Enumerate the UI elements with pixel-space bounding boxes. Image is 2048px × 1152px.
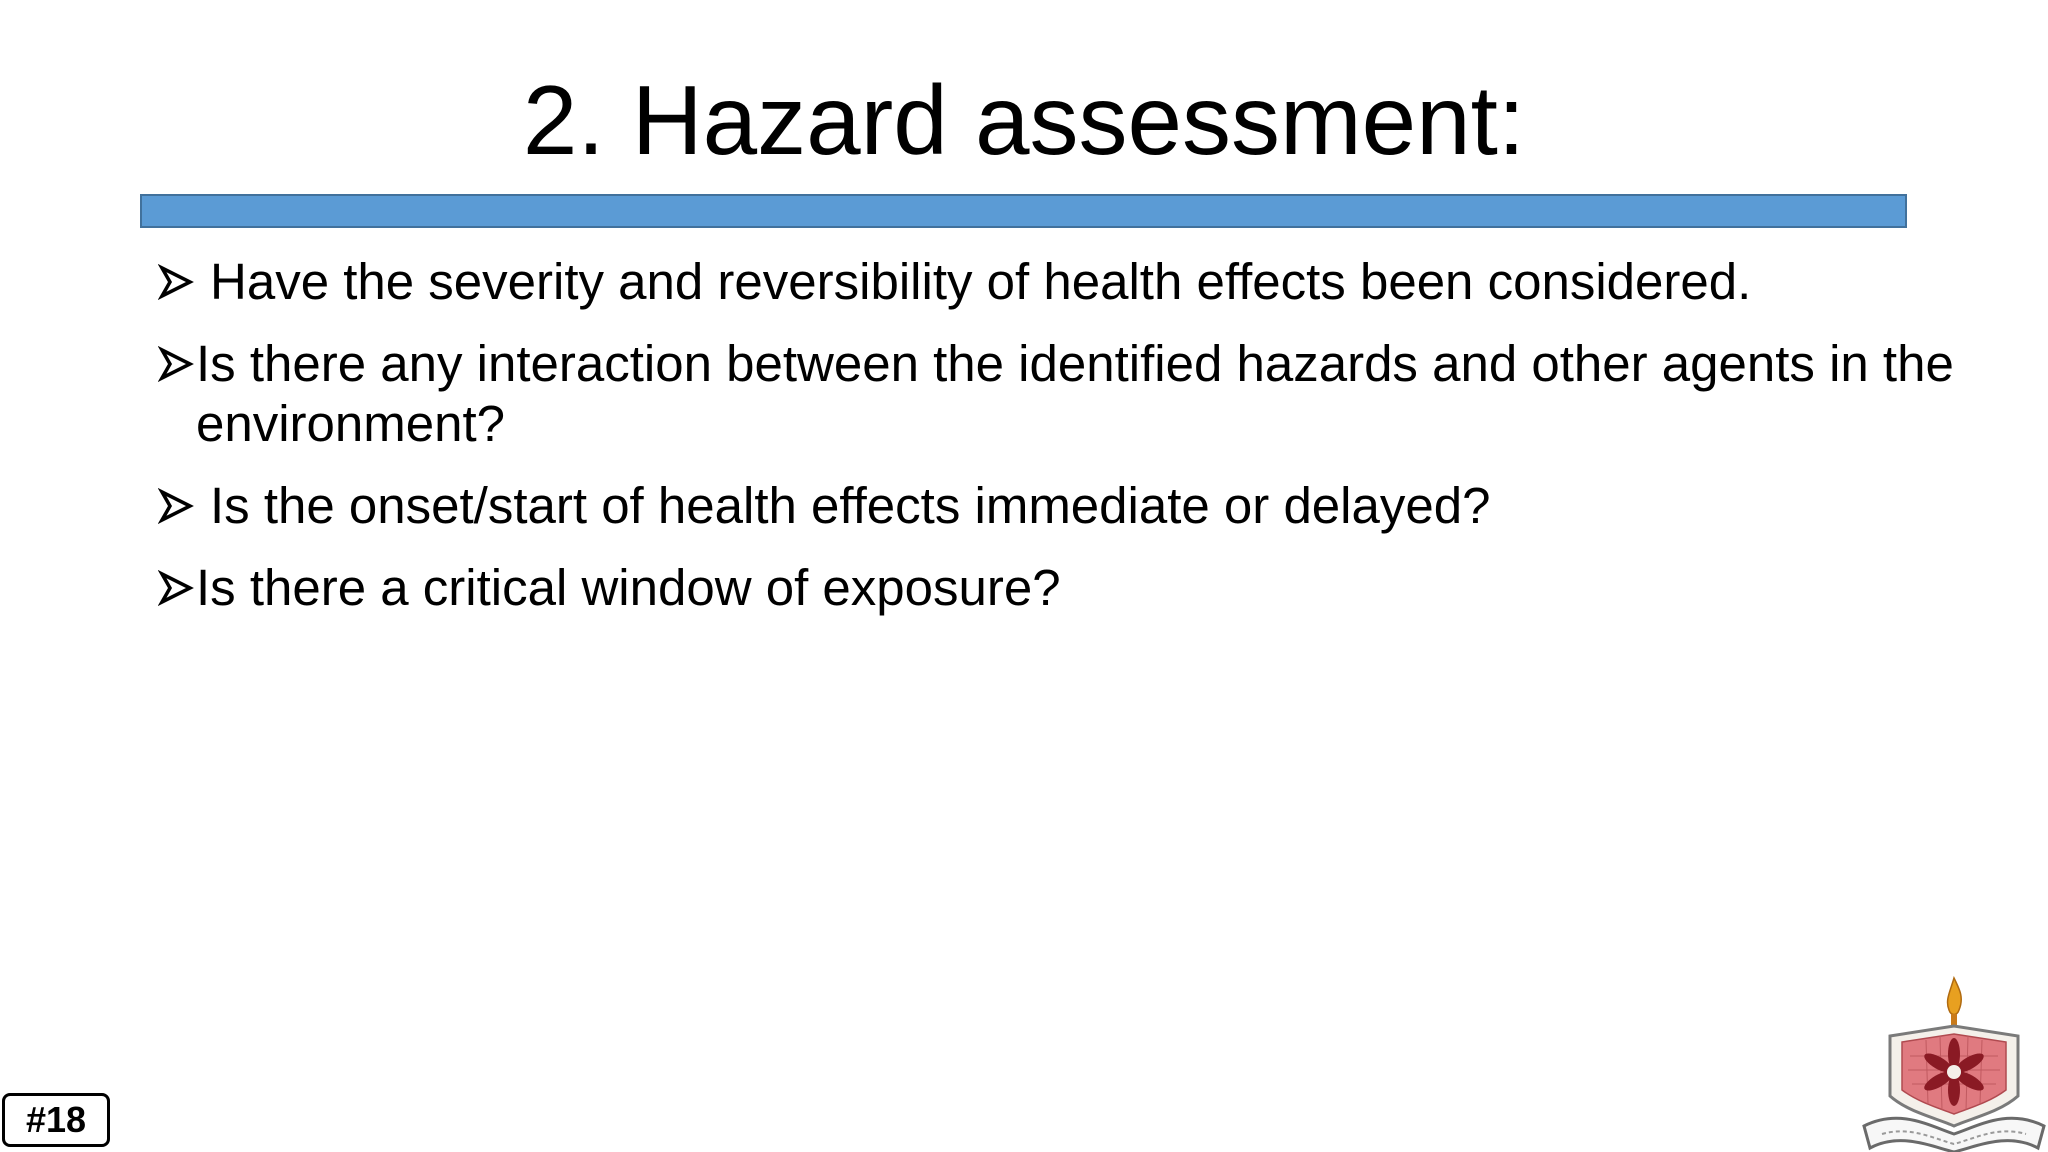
bullet-text: Is there any interaction between the identified hazards and other agents in the environment? bbox=[196, 335, 1954, 452]
arrowhead-bullet-icon bbox=[158, 254, 196, 310]
bullet-item bbox=[158, 476, 1998, 536]
arrowhead-bullet-icon bbox=[158, 478, 196, 534]
arrowhead-bullet-icon bbox=[158, 336, 196, 392]
title-underline-bar bbox=[140, 194, 1907, 228]
slide-title: 2. Hazard assessment: bbox=[522, 65, 1526, 175]
arrowhead-bullet-icon bbox=[158, 560, 196, 616]
bullet-item bbox=[158, 558, 1998, 618]
bullet-text: Have the severity and reversibility of health effects been considered. bbox=[210, 253, 1752, 310]
bullet-list bbox=[158, 252, 1998, 640]
bullet-text: Is the onset/start of health effects immediate or delayed? bbox=[210, 477, 1491, 534]
bullet-item bbox=[158, 334, 1998, 454]
page-number-badge: #18 bbox=[2, 1093, 110, 1147]
bullet-item bbox=[158, 252, 1998, 312]
university-emblem-icon bbox=[1860, 976, 2048, 1152]
bullet-text: Is there a critical window of exposure? bbox=[196, 559, 1061, 616]
